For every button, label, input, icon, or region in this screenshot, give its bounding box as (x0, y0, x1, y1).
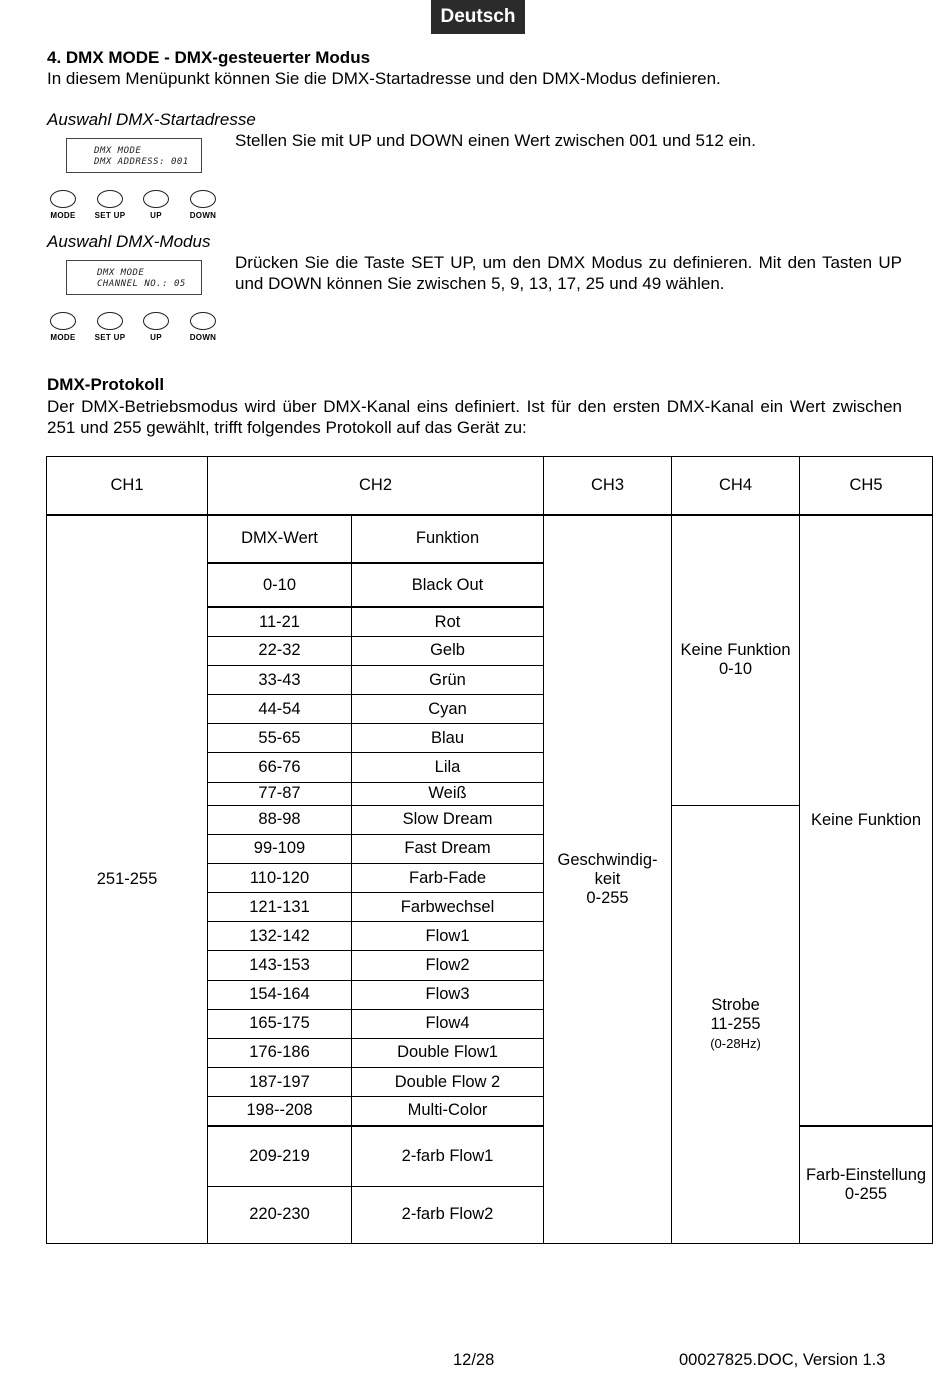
ch2-function: Double Flow1 (352, 1038, 544, 1067)
mode-label: MODE (50, 333, 76, 342)
ch2-dmx-value: 22-32 (208, 636, 352, 665)
lcd-line-2: CHANNEL NO.: 05 (97, 279, 186, 289)
ch2-dmx-value: 154-164 (208, 980, 352, 1009)
ch2-function: Blau (352, 724, 544, 753)
ch2-dmx-value: 176-186 (208, 1038, 352, 1067)
ch2-function: Multi-Color (352, 1097, 544, 1126)
language-badge: Deutsch (431, 0, 525, 34)
ch4-b-line-2: 11-255 (710, 1014, 761, 1033)
setup-button[interactable] (97, 312, 123, 330)
mode-text: Drücken Sie die Taste SET UP, um den DMX Modus zu definieren. Mit den Tasten UP und DOWN können Sie zwischen 5, 9, 13, 17, 25 und 49 wählen. (235, 253, 902, 293)
ch2-function: Weiß (352, 782, 544, 805)
ch2-function: 2-farb Flow1 (352, 1126, 544, 1186)
ch2-dmx-value: 88-98 (208, 805, 352, 834)
header-ch1: CH1 (47, 457, 208, 515)
up-label: UP (150, 333, 162, 342)
ch5-no-function: Keine Funktion (800, 515, 933, 1126)
ch2-function: Cyan (352, 695, 544, 724)
ch2-dmx-value: 198--208 (208, 1097, 352, 1126)
down-button[interactable] (190, 190, 216, 208)
ch2-function: Double Flow 2 (352, 1067, 544, 1096)
ch4-strobe (672, 805, 800, 1243)
ch2-function: 2-farb Flow2 (352, 1186, 544, 1243)
ch2-function: Lila (352, 753, 544, 782)
ch2-function: Farbwechsel (352, 893, 544, 922)
doc-version: 00027825.DOC, Version 1.3 (679, 1351, 886, 1369)
ch2-dmx-value: 187-197 (208, 1067, 352, 1096)
ch2-dmx-value: 99-109 (208, 834, 352, 863)
ch2-dmx-value: 143-153 (208, 951, 352, 980)
lcd-line-2: DMX ADDRESS: 001 (94, 157, 189, 167)
protocol-heading: DMX-Protokoll (47, 375, 165, 394)
ch2-function: Flow3 (352, 980, 544, 1009)
ch5-b-line-2: 0-255 (844, 1184, 888, 1203)
ch2-dmx-value: 121-131 (208, 893, 352, 922)
ch4-a-line-1: Keine Funktion (680, 641, 791, 660)
setup-label: SET UP (94, 333, 126, 342)
ch4-no-function (672, 515, 800, 805)
protocol-text: Der DMX-Betriebsmodus wird über DMX-Kanal eins definiert. Ist für den ersten DMX-Kanal ein Wert zwischen 251 und 255 gewählt, trifft folgendes Protokoll auf das Gerät zu: (47, 397, 902, 437)
header-ch5: CH5 (800, 457, 933, 515)
section-title: 4. DMX MODE - DMX-gesteuerter Modus (47, 48, 371, 67)
up-label: UP (150, 211, 162, 220)
down-label: DOWN (189, 333, 217, 342)
ch2-function: Slow Dream (352, 805, 544, 834)
setup-button[interactable] (97, 190, 123, 208)
header-ch4: CH4 (672, 457, 800, 515)
lcd-line-1: DMX MODE (94, 146, 142, 156)
ch2-function: Fast Dream (352, 834, 544, 863)
table-header-row (47, 457, 933, 515)
control-buttons-address (48, 190, 238, 224)
ch4-b-line-1: Strobe (711, 995, 760, 1014)
header-ch2: CH2 (208, 457, 544, 515)
up-button[interactable] (143, 190, 169, 208)
ch4-b-line-3: (0-28Hz) (710, 1035, 761, 1051)
ch2-dmx-value: 165-175 (208, 1009, 352, 1038)
lcd-display-address (66, 138, 202, 173)
page-number: 12/28 (453, 1351, 495, 1369)
table-row (47, 515, 933, 563)
mode-button[interactable] (50, 190, 76, 208)
control-buttons-mode (48, 312, 238, 346)
ch2-function: Black Out (352, 563, 544, 607)
ch2-dmx-value: 55-65 (208, 724, 352, 753)
ch3-line-1: Geschwindig- (557, 850, 658, 869)
down-button[interactable] (190, 312, 216, 330)
ch2-dmx-value: 132-142 (208, 922, 352, 951)
ch1-value: 251-255 (47, 515, 208, 1244)
mode-label: MODE (50, 211, 76, 220)
address-heading: Auswahl DMX-Startadresse (47, 110, 256, 129)
ch2-dmx-value: 77-87 (208, 782, 352, 805)
ch3-line-2: keit (594, 869, 621, 888)
ch2-dmx-value: 209-219 (208, 1126, 352, 1186)
ch2-dmx-value: 33-43 (208, 666, 352, 695)
ch2-dmx-value: 11-21 (208, 607, 352, 636)
ch2-function: Rot (352, 607, 544, 636)
down-label: DOWN (189, 211, 217, 220)
ch2-function: Gelb (352, 636, 544, 665)
ch2-function: Flow4 (352, 1009, 544, 1038)
section-intro: In diesem Menüpunkt können Sie die DMX-Startadresse und den DMX-Modus definieren. (47, 69, 721, 88)
ch2-dmx-value: 66-76 (208, 753, 352, 782)
header-ch3: CH3 (544, 457, 672, 515)
mode-heading: Auswahl DMX-Modus (47, 232, 211, 251)
dmx-protocol-table (46, 456, 933, 1244)
ch2-dmx-value: 220-230 (208, 1186, 352, 1243)
mode-button[interactable] (50, 312, 76, 330)
ch2-dmx-value: 110-120 (208, 863, 352, 892)
ch2-dmx-value: 44-54 (208, 695, 352, 724)
ch2-function: Flow1 (352, 922, 544, 951)
ch2-subheader-value: DMX-Wert (208, 515, 352, 563)
up-button[interactable] (143, 312, 169, 330)
address-text: Stellen Sie mit UP und DOWN einen Wert zwischen 001 und 512 ein. (235, 131, 756, 150)
ch2-subheader-function: Funktion (352, 515, 544, 563)
setup-label: SET UP (94, 211, 126, 220)
ch4-a-line-2: 0-10 (719, 660, 753, 679)
ch3-speed (544, 515, 672, 1244)
lcd-line-1: DMX MODE (97, 268, 145, 278)
ch5-b-line-1: Farb-Einstellung (805, 1165, 927, 1184)
ch3-line-3: 0-255 (586, 888, 629, 907)
ch2-function: Flow2 (352, 951, 544, 980)
ch2-function: Grün (352, 666, 544, 695)
ch2-function: Farb-Fade (352, 863, 544, 892)
ch5-color-setting (800, 1126, 933, 1244)
ch2-dmx-value: 0-10 (208, 563, 352, 607)
lcd-display-mode (66, 260, 202, 295)
